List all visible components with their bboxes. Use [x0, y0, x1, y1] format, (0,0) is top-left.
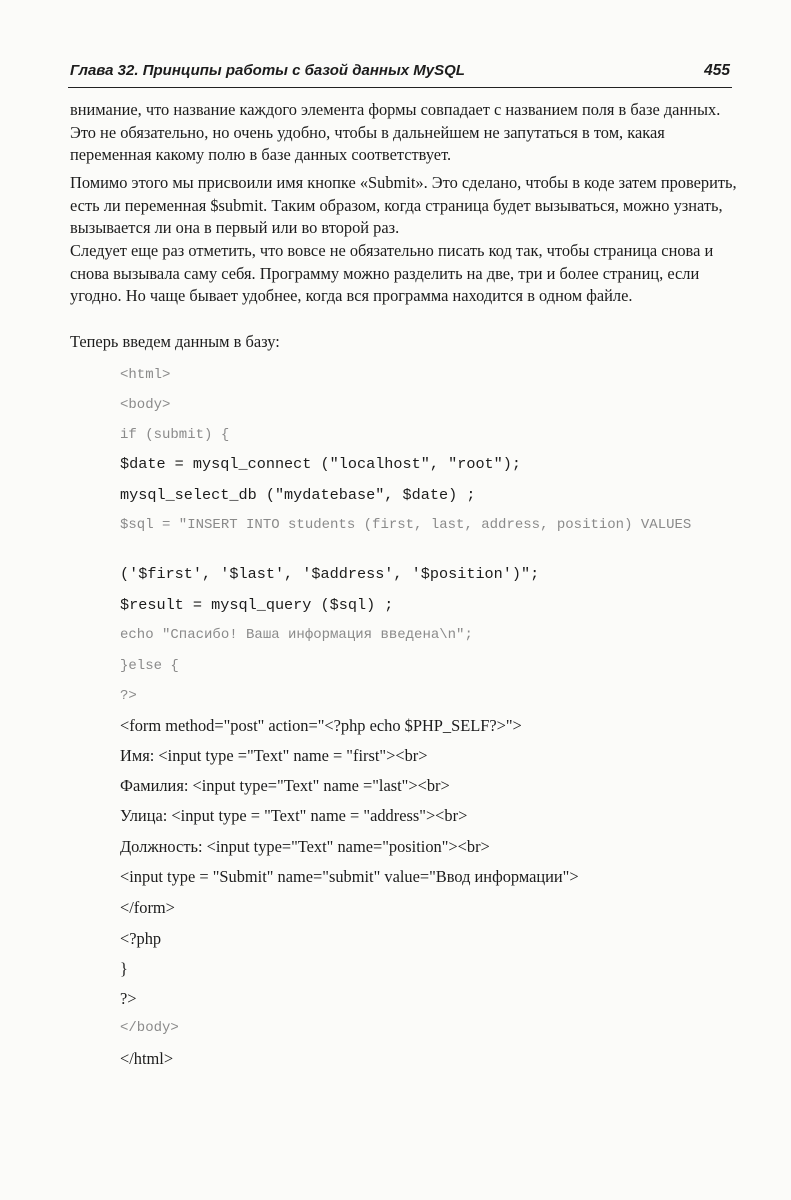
code-line: mysql_select_db ("mydatebase", $date) ;	[120, 486, 476, 504]
code-line: Фамилия: <input type="Text" name ="last"><br>	[120, 776, 450, 795]
code-line: <body>	[120, 397, 171, 413]
paragraph-self-calling: Следует еще раз отметить, что вовсе не обязательно писать код так, чтобы страница снова и снова вызывала саму себя. Программу можно разделить на две, три и более страниц, если угодно. Но чаще бывает удобнее, когда вся программа находится в одном файле.	[70, 241, 714, 305]
chapter-title: Глава 32. Принципы работы с базой данных MySQL	[70, 62, 465, 79]
code-line: if (submit) {	[120, 427, 230, 443]
code-line: <form method="post" action="<?php echo $PHP_SELF?>">	[120, 716, 522, 735]
code-line: }	[120, 959, 128, 978]
paragraph-form-fields: внимание, что название каждого элемента формы совпадает с названием поля в базе данных. Это не обязательно, но очень удобно, чтобы в дальнейшем не запутаться в том, какая переменная какому полю в базе данных соответствует.	[70, 100, 721, 164]
page-number: 455	[704, 62, 730, 79]
code-line: Имя: <input type ="Text" name = "first"><br>	[120, 746, 428, 765]
code-line: </body>	[120, 1020, 179, 1036]
code-line: $sql = "INSERT INTO students (first, last, address, position) VALUES	[120, 517, 692, 533]
code-line: ('$first', '$last', '$address', '$position')";	[120, 565, 540, 583]
code-line: Улица: <input type = "Text" name = "address"><br>	[120, 806, 468, 825]
paragraph-insert-intro: Теперь введем данным в базу:	[70, 332, 280, 351]
code-line: ?>	[120, 989, 137, 1008]
code-line: Должность: <input type="Text" name="position"><br>	[120, 837, 490, 856]
header-rule	[68, 87, 732, 88]
code-line: <input type = "Submit" name="submit" value="Ввод информации">	[120, 867, 579, 886]
code-line: $date = mysql_connect ("localhost", "root");	[120, 455, 522, 473]
code-line: }else {	[120, 658, 179, 674]
code-line: <?php	[120, 929, 162, 948]
paragraph-submit-button: Помимо этого мы присвоили имя кнопке «Submit». Это сделано, чтобы в коде затем проверить, есть ли переменная $submit. Таким образом, когда страница будет вызываться, можно узнать, вызывается ли она в первый или во второй раз.	[70, 173, 737, 237]
code-line: <html>	[120, 367, 171, 383]
code-line: </html>	[120, 1049, 174, 1068]
code-line: ?>	[120, 688, 137, 704]
code-line: echo "Спасибо! Ваша информация введена\n";	[120, 627, 473, 643]
code-line: $result = mysql_query ($sql) ;	[120, 596, 394, 614]
page-header	[70, 60, 732, 84]
code-line: </form>	[120, 898, 175, 917]
